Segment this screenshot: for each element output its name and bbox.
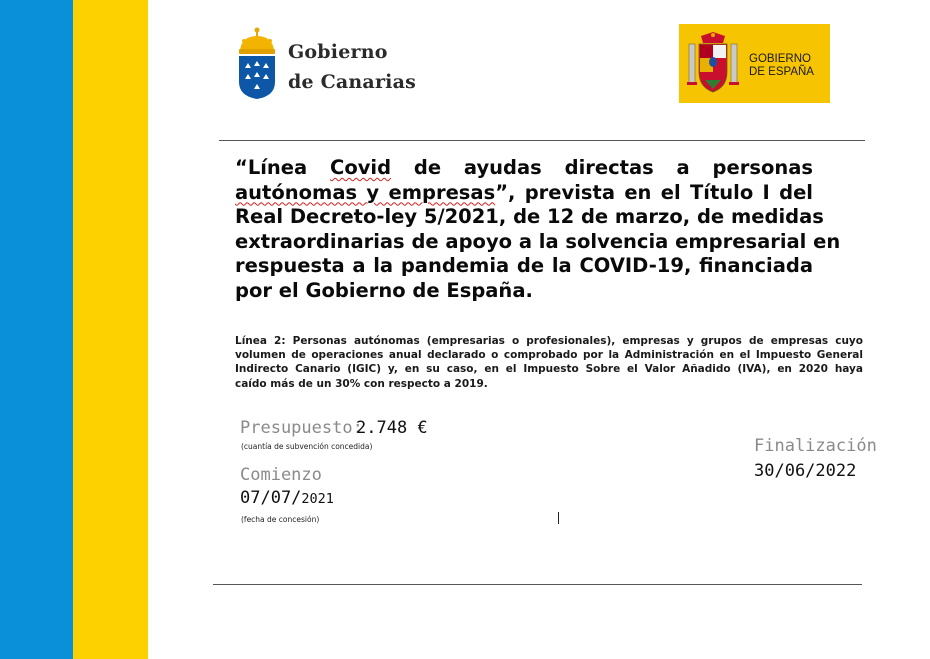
title-line-4: extraordinarias de apoyo a la solvencia empresarial en	[235, 229, 841, 253]
canarias-coat-of-arms-icon	[236, 26, 278, 100]
title-line-6: por el Gobierno de España.	[235, 278, 533, 302]
bottom-divider	[213, 584, 862, 585]
canarias-logo-line2: de Canarias	[288, 71, 416, 93]
budget-note: (cuantía de subvención concedida)	[241, 442, 373, 451]
canarias-logo-line1: Gobierno	[288, 41, 388, 63]
title-line-3: Real Decreto-ley 5/2021, de 12 de marzo, de medidas	[235, 205, 824, 228]
spain-coat-of-arms-icon	[687, 32, 739, 94]
description-line-3: Indirecto Canario (IGIC) y, en su caso, en el Impuesto Sobre el Valor Añadido (IVA), en 2020 haya	[235, 363, 863, 376]
title-line-1	[235, 156, 813, 181]
budget-label: Presupuesto:	[240, 418, 363, 438]
gobierno-de-espana-logo	[679, 24, 830, 103]
end-label: Finalización	[754, 436, 877, 456]
start-date	[240, 488, 334, 508]
start-note: (fecha de concesión)	[241, 515, 320, 524]
title-line-2-end: ”, prevista en el Título I del	[495, 180, 813, 204]
start-date-day-month: 07/07/	[240, 488, 302, 508]
line-description	[235, 334, 863, 391]
title-line-2	[235, 181, 813, 206]
description-line-4: caído más de un 30% con respecto a 2019.	[235, 377, 488, 390]
main-title	[235, 156, 841, 303]
title-line-5: respuesta a la pandemia de la COVID-19, financiada	[235, 254, 813, 277]
title-line-1-start: “Línea	[235, 156, 331, 179]
top-divider	[219, 140, 865, 141]
espana-logo-line2: DE ESPAÑA	[749, 66, 814, 78]
title-spellcheck-phrase: autónomas y empresas	[235, 180, 496, 204]
blue-stripe	[0, 0, 73, 659]
description-line-1: Línea 2: Personas autónomas (empresarias o profesionales), empresas y grupos de empresas cuyo	[235, 335, 863, 347]
budget-value: 2.748 €	[356, 418, 428, 438]
text-cursor	[558, 512, 559, 524]
yellow-stripe	[73, 0, 148, 659]
title-line-1-end: de ayudas directas a personas	[391, 156, 813, 179]
start-label: Comienzo	[240, 465, 322, 485]
espana-logo-line1: GOBIERNO	[749, 53, 811, 65]
start-date-year: 2021	[301, 491, 334, 507]
title-spellcheck-word: Covid	[330, 156, 392, 179]
description-line-2: volumen de operaciones anual declarado o comprobado por la Administración en el Impuesto General	[235, 349, 863, 362]
gobierno-de-canarias-logo	[236, 26, 436, 106]
end-date: 30/06/2022	[754, 461, 857, 481]
